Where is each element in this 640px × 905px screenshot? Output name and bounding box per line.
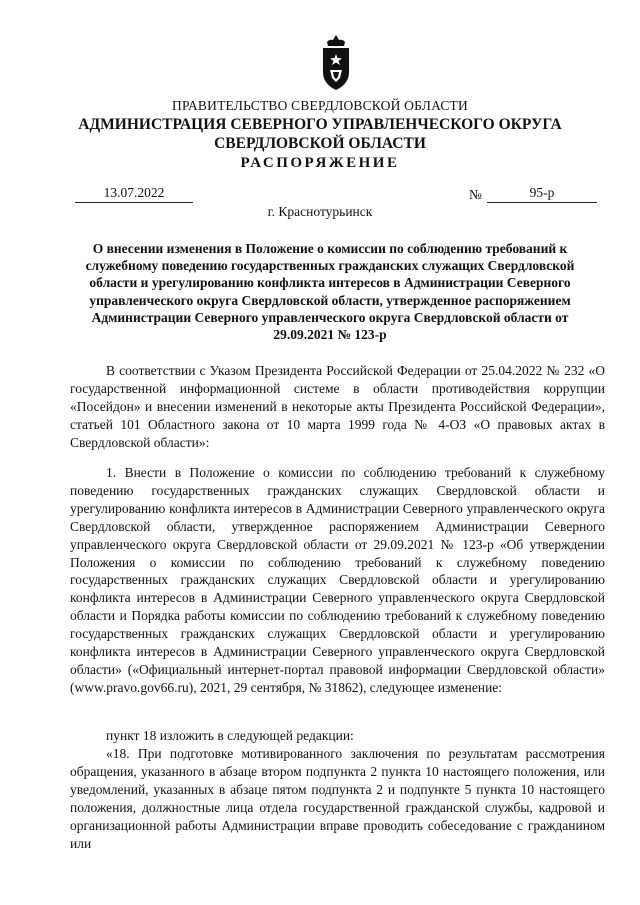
document-title: О внесении изменения в Положение о комиссии по соблюдению требований к служебному поведению государственных гражданских служащих Свердловской области и урегулированию конфликта интересов в Администрации Северного управленческого округа Свердловской области, утвержденное распоряжением Администрации Северного управленческого округа Свердловской области от 29.09.2021 № 123-р [85,241,575,343]
paragraph-point-18-intro: пункт 18 изложить в следующей редакции: [106,728,354,743]
administration-name: АДМИНИСТРАЦИЯ СЕВЕРНОГО УПРАВЛЕНЧЕСКОГО ОКРУГА СВЕРДЛОВСКОЙ ОБЛАСТИ [78,116,562,152]
document-type: РАСПОРЯЖЕНИЕ [240,155,400,171]
paragraph-point-18-text: «18. При подготовке мотивированного заключения по результатам рассмотрения обращения, указанного в абзаце втором подпункта 2 пункта 10 настоящего положения, или уведомлений, указанных в абзаце пятом подпункта 2 и подпункте 5 пункта 10 настоящего положения, должностные лица отдела государственной гражданской службы, кадровой и организационной работы Администрации вправе проводить собеседование с гражданином или [70,746,605,851]
document-date: 13.07.2022 [75,185,193,203]
paragraph-item-1: 1. Внести в Положение о комиссии по соблюдению требований к служебному поведению государственных гражданских служащих Свердловской области и урегулированию конфликта интересов в Администрации Северного управленческого округа Свердловской области, утвержденное распоряжением Администрации Северного управленческого округа Свердловской области от 29.09.2021 № 123-р «Об утверждении Положения о комиссии по соблюдению требований к служебному поведению государственных гражданских служащих Свердловской области и урегулированию конфликта интересов в Администрации Северного управленческого округа Свердловской области и Порядка работы комиссии по соблюдению требований к служебному поведению государственных гражданских служащих Свердловской области и урегулированию конфликта интересов в Администрации Северного управленческого округа Свердловской области» («Официальный интернет-портал правовой информации Свердловской области» (www.pravo.gov66.ru), 2021, 29 сентября, № 31862), следующее изменение: [70,465,605,695]
paragraph-preamble: В соответствии с Указом Президента Российской Федерации от 25.04.2022 № 232 «О государственной информационной системе в области противодействия коррупции «Посейдон» и внесении изменений в некоторые акты Президента Российской Федерации», статьей 101 Областного закона от 10 марта 1999 года № 4-ОЗ «О правовых актах в Свердловской области»: [70,363,605,450]
document-number: 95-р [487,185,597,203]
government-name: ПРАВИТЕЛЬСТВО СВЕРДЛОВСКОЙ ОБЛАСТИ [172,98,468,113]
number-sign: № [469,187,482,202]
city: г. Краснотурьинск [267,204,373,219]
coat-of-arms-icon [314,34,358,92]
